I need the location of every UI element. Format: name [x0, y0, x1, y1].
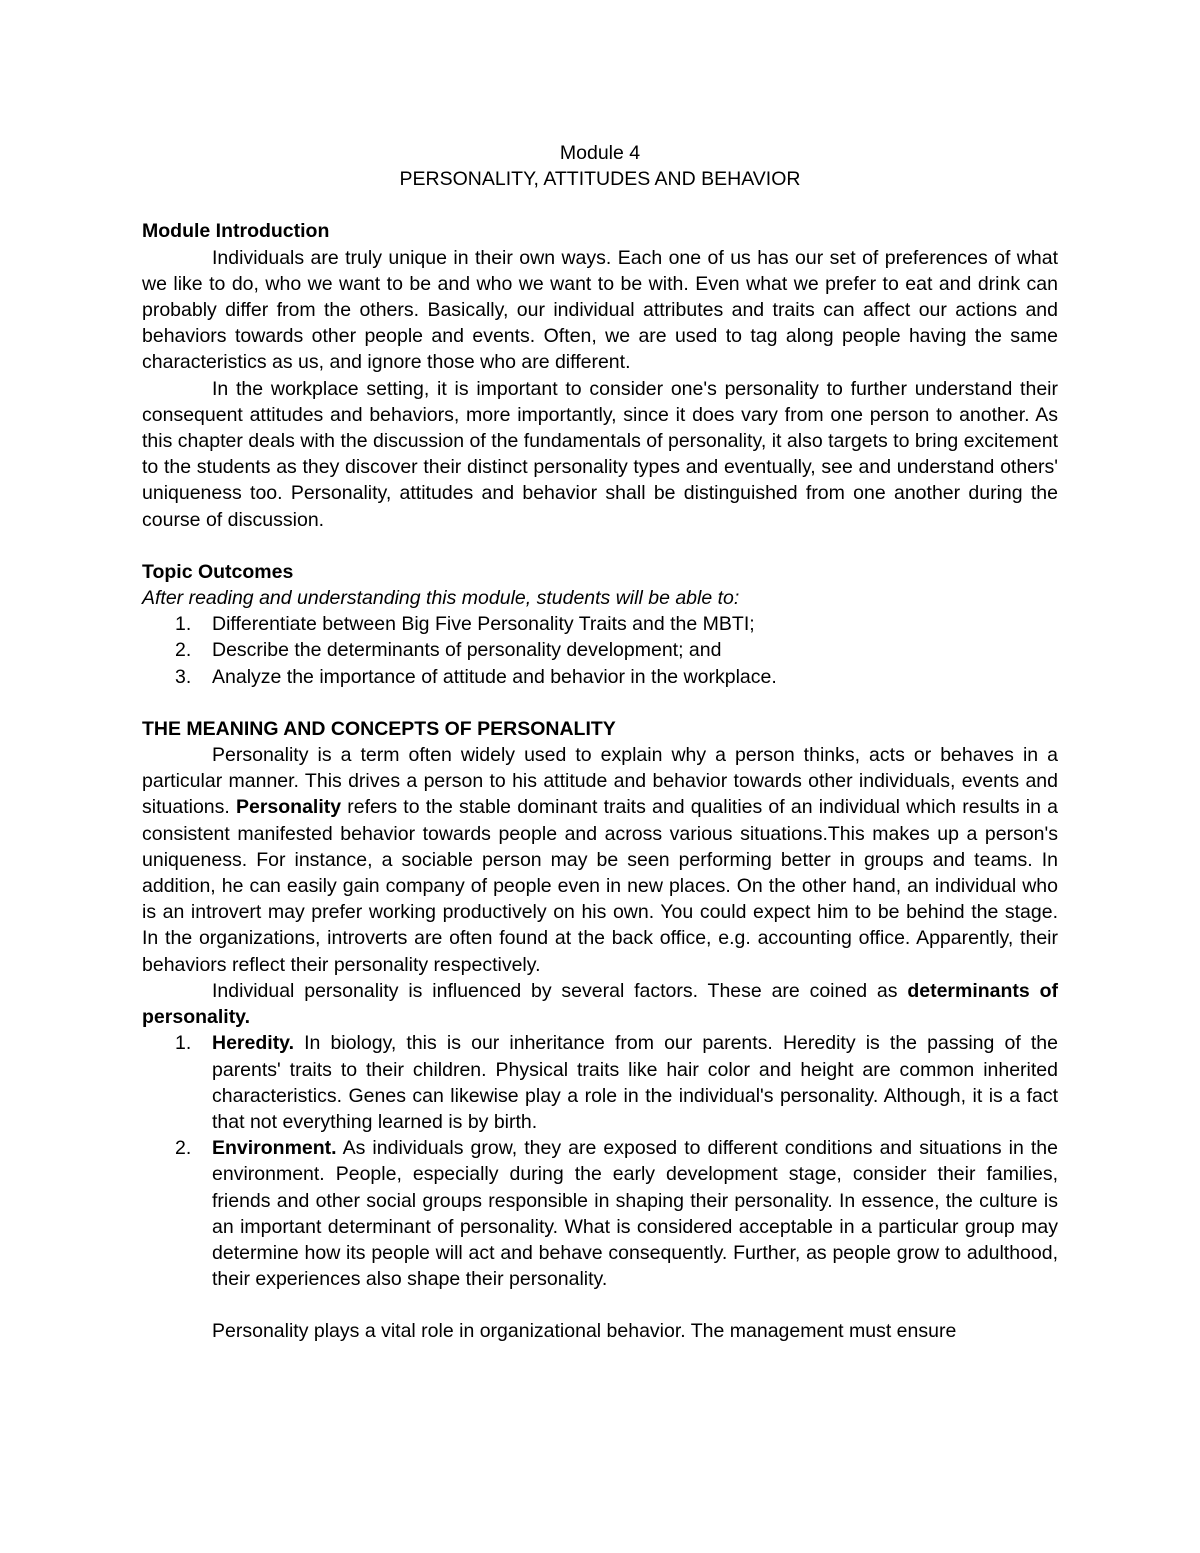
determinant-text: In biology, this is our inheritance from our parents. Heredity is the passing of the parents' traits to their children. Physical traits like hair color and height are common inherited characteristics. Genes can likewise play a role in the individual's personality. Although, it is a fact that not everything learned is by birth. [212, 1032, 1058, 1133]
list-number: 2. [175, 1137, 192, 1160]
intro-heading: Module Introduction [142, 220, 330, 243]
paragraph-text: refers to the stable dominant traits and qualities of an individual which results in a consistent manifested behavior towards people and across various situations.This makes up a person's uniqueness. For instance, a sociable person may be seen performing better in groups and teams. In addition, he can easily gain company of people even in new places. On the other hand, an individual who is an introvert may prefer working productively on his own. You could expect him to be behind the stage. In the organizations, introverts are often found at the back office, e.g. accounting office. Apparently, their behaviors reflect their personality respectively. [142, 796, 1058, 976]
meaning-paragraph-2 [142, 978, 1058, 1030]
determinant-text: As individuals grow, they are exposed to different conditions and situations in the environment. People, especially during the early development stage, consider their families, friends and other social groups responsible in shaping their personality. In essence, the culture is an important determinant of personality. What is considered acceptable in a particular group may determine how its people will act and behave consequently. Further, as people grow to adulthood, their experiences also shape their personality. [212, 1137, 1058, 1291]
determinant-term: Environment. [212, 1137, 337, 1160]
meaning-heading: THE MEANING AND CONCEPTS OF PERSONALITY [142, 717, 616, 740]
list-number: 2. [175, 639, 192, 662]
module-title: PERSONALITY, ATTITUDES AND BEHAVIOR [399, 168, 801, 191]
spacer [142, 533, 1058, 559]
meaning-paragraph-3: Personality plays a vital role in organizational behavior. The management must ensure [212, 1320, 957, 1343]
document-page [142, 140, 1058, 1345]
list-item [142, 611, 1058, 637]
spacer [142, 1292, 1058, 1318]
list-item [142, 637, 1058, 663]
term-personality: Personality [235, 796, 342, 819]
term-determinants: determinants of personality. [142, 979, 1058, 1029]
determinants-list [142, 1030, 1058, 1292]
paragraph-text: Personality is a term often widely used to explain why a person thinks, acts or behaves in a particular manner. This drives a person to his attitude and behavior towards other individuals, events and situations. [142, 744, 1058, 819]
outcomes-heading: Topic Outcomes [142, 560, 294, 583]
meaning-paragraph-1 [142, 742, 1058, 978]
outcomes-list [142, 611, 1058, 690]
list-item [142, 664, 1058, 690]
list-text: Describe the determinants of personality development; and [212, 639, 722, 662]
list-number: 1. [175, 1032, 192, 1055]
list-number: 1. [175, 613, 192, 636]
list-item [142, 1135, 1058, 1292]
paragraph-text: Individual personality is influenced by several factors. These are coined as [212, 979, 908, 1002]
module-number: Module 4 [559, 142, 641, 164]
spacer [142, 690, 1058, 716]
spacer [142, 192, 1058, 218]
list-text: Differentiate between Big Five Personality Traits and the MBTI; [212, 613, 755, 636]
list-item [142, 1030, 1058, 1135]
list-text: Analyze the importance of attitude and behavior in the workplace. [212, 665, 777, 688]
intro-paragraph-2: In the workplace setting, it is important to consider one's personality to further understand their consequent attitudes and behaviors, more importantly, since it does vary from one person to another. As this chapter deals with the discussion of the fundamentals of personality, it also targets to bring excitement to the students as they discover their distinct personality types and eventually, see and understand others' uniqueness too. Personality, attitudes and behavior shall be distinguished from one another during the course of discussion. [142, 377, 1058, 531]
list-number: 3. [175, 665, 192, 688]
determinant-term: Heredity. [212, 1032, 294, 1055]
intro-paragraph-1: Individuals are truly unique in their own ways. Each one of us has our set of preferences of what we like to do, who we want to be and who we want to be with. Even what we prefer to eat and drink can probably differ from the others. Basically, our individual attributes and traits can affect our actions and behaviors towards other people and events. Often, we are used to tag along people having the same characteristics as us, and ignore those who are different. [142, 246, 1058, 374]
outcomes-lead: After reading and understanding this module, students will be able to: [142, 587, 740, 610]
